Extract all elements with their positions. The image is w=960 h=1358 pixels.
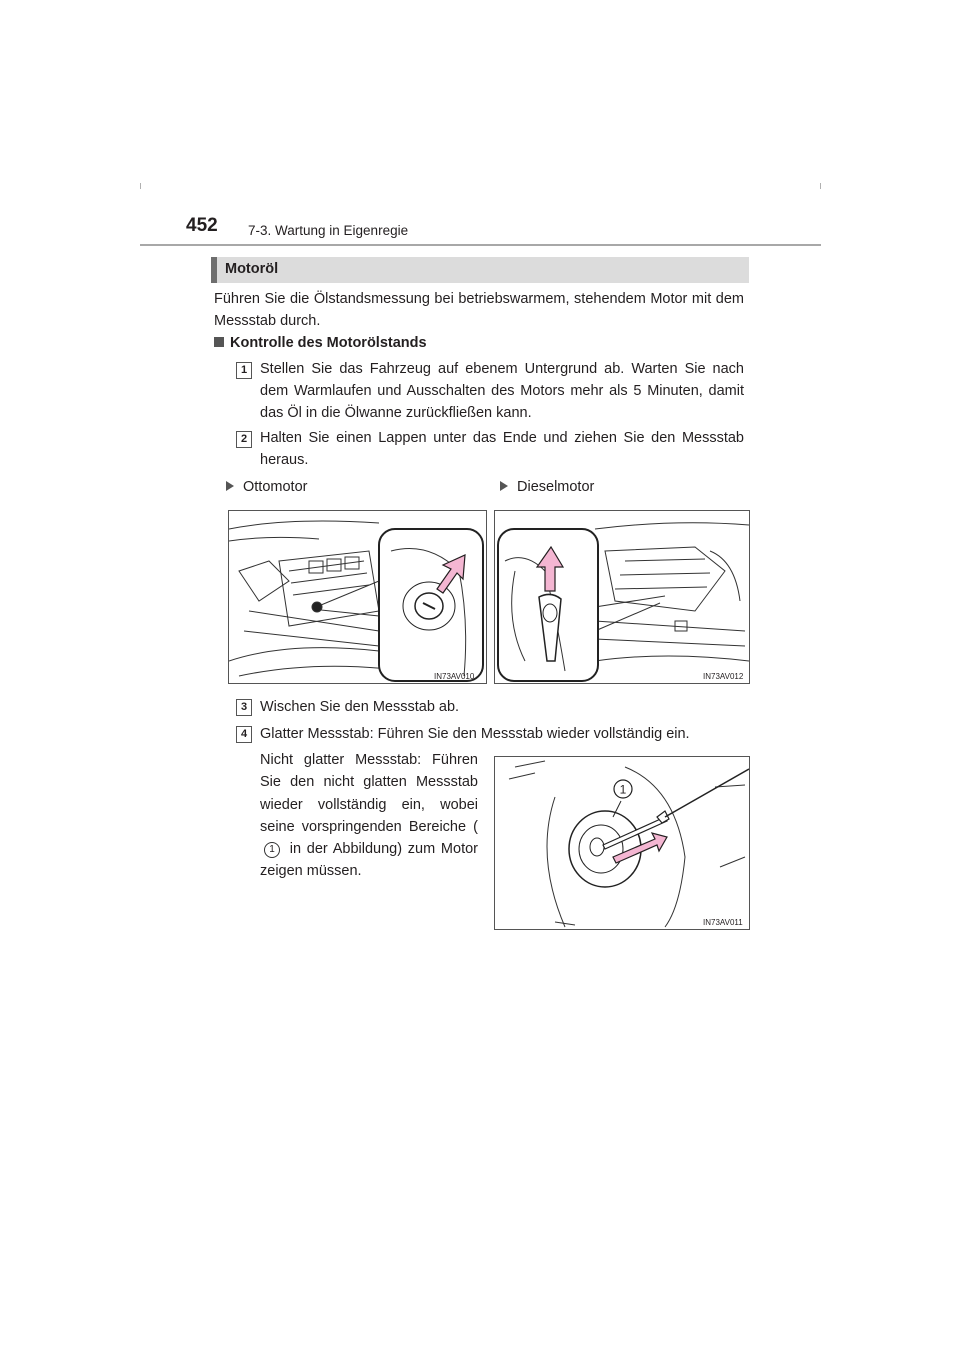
figure-diesel-engine [494, 510, 750, 684]
step-4-text: Glatter Messstab: Führen Sie den Messstab wieder vollständig ein. [260, 726, 690, 742]
square-bullet-icon [214, 337, 224, 347]
figure-code-dipstick: IN73AV011 [703, 918, 743, 927]
step-number-1: 1 [236, 362, 252, 379]
section-title-accent [211, 257, 217, 283]
step-number-2: 2 [236, 431, 252, 448]
step-1-text: Stellen Sie das Fahrzeug auf ebenem Untergrund ab. Warten Sie nach dem Warmlaufen und Ausschalten des Motors mehr als 5 Minuten, damit das Öl in die Ölwanne zurückfließen kann. [260, 361, 744, 421]
diesel-engine-illustration [495, 511, 749, 683]
callout-1-label: 1 [619, 782, 627, 797]
crop-mark-left [140, 183, 141, 189]
gasoline-engine-illustration [229, 511, 486, 683]
intro-paragraph: Führen Sie die Ölstandsmessung bei betriebswarmem, stehendem Motor mit dem Messstab durch. [214, 291, 744, 329]
figure-gasoline-engine [228, 510, 487, 684]
subheading-text: Kontrolle des Motorölstands [230, 335, 427, 351]
triangle-bullet-icon [226, 481, 234, 491]
dipstick-illustration [495, 757, 749, 929]
subheading [214, 335, 427, 351]
section-title-bar [211, 257, 749, 283]
figure-code-gasoline: IN73AV010 [434, 672, 475, 681]
step-2-text: Halten Sie einen Lappen unter das Ende und ziehen Sie den Messstab heraus. [260, 430, 744, 468]
diesel-label: Dieselmotor [500, 479, 594, 495]
gasoline-label: Ottomotor [226, 479, 307, 495]
section-header: 7-3. Wartung in Eigenregie [248, 223, 409, 238]
section-title: Motoröl [225, 261, 279, 277]
header-rule [140, 244, 821, 246]
step-3-text: Wischen Sie den Messstab ab. [260, 699, 460, 715]
figure-code-diesel: IN73AV012 [703, 672, 744, 681]
triangle-bullet-icon [500, 481, 508, 491]
step-number-3: 3 [236, 699, 252, 716]
not-smooth-paragraph: Nicht glatter Messstab: Führen Sie den nicht glatten Messstab wieder vollständig ein, wobei seine vorspringenden Bereiche (1 in der Abbildung) zum Motor zeigen müssen. [260, 752, 478, 880]
crop-mark-right [820, 183, 821, 189]
page-number: 452 [186, 215, 218, 236]
callout-1-inline: 1 [264, 842, 280, 858]
step-number-4: 4 [236, 726, 252, 743]
figure-dipstick [494, 756, 750, 930]
